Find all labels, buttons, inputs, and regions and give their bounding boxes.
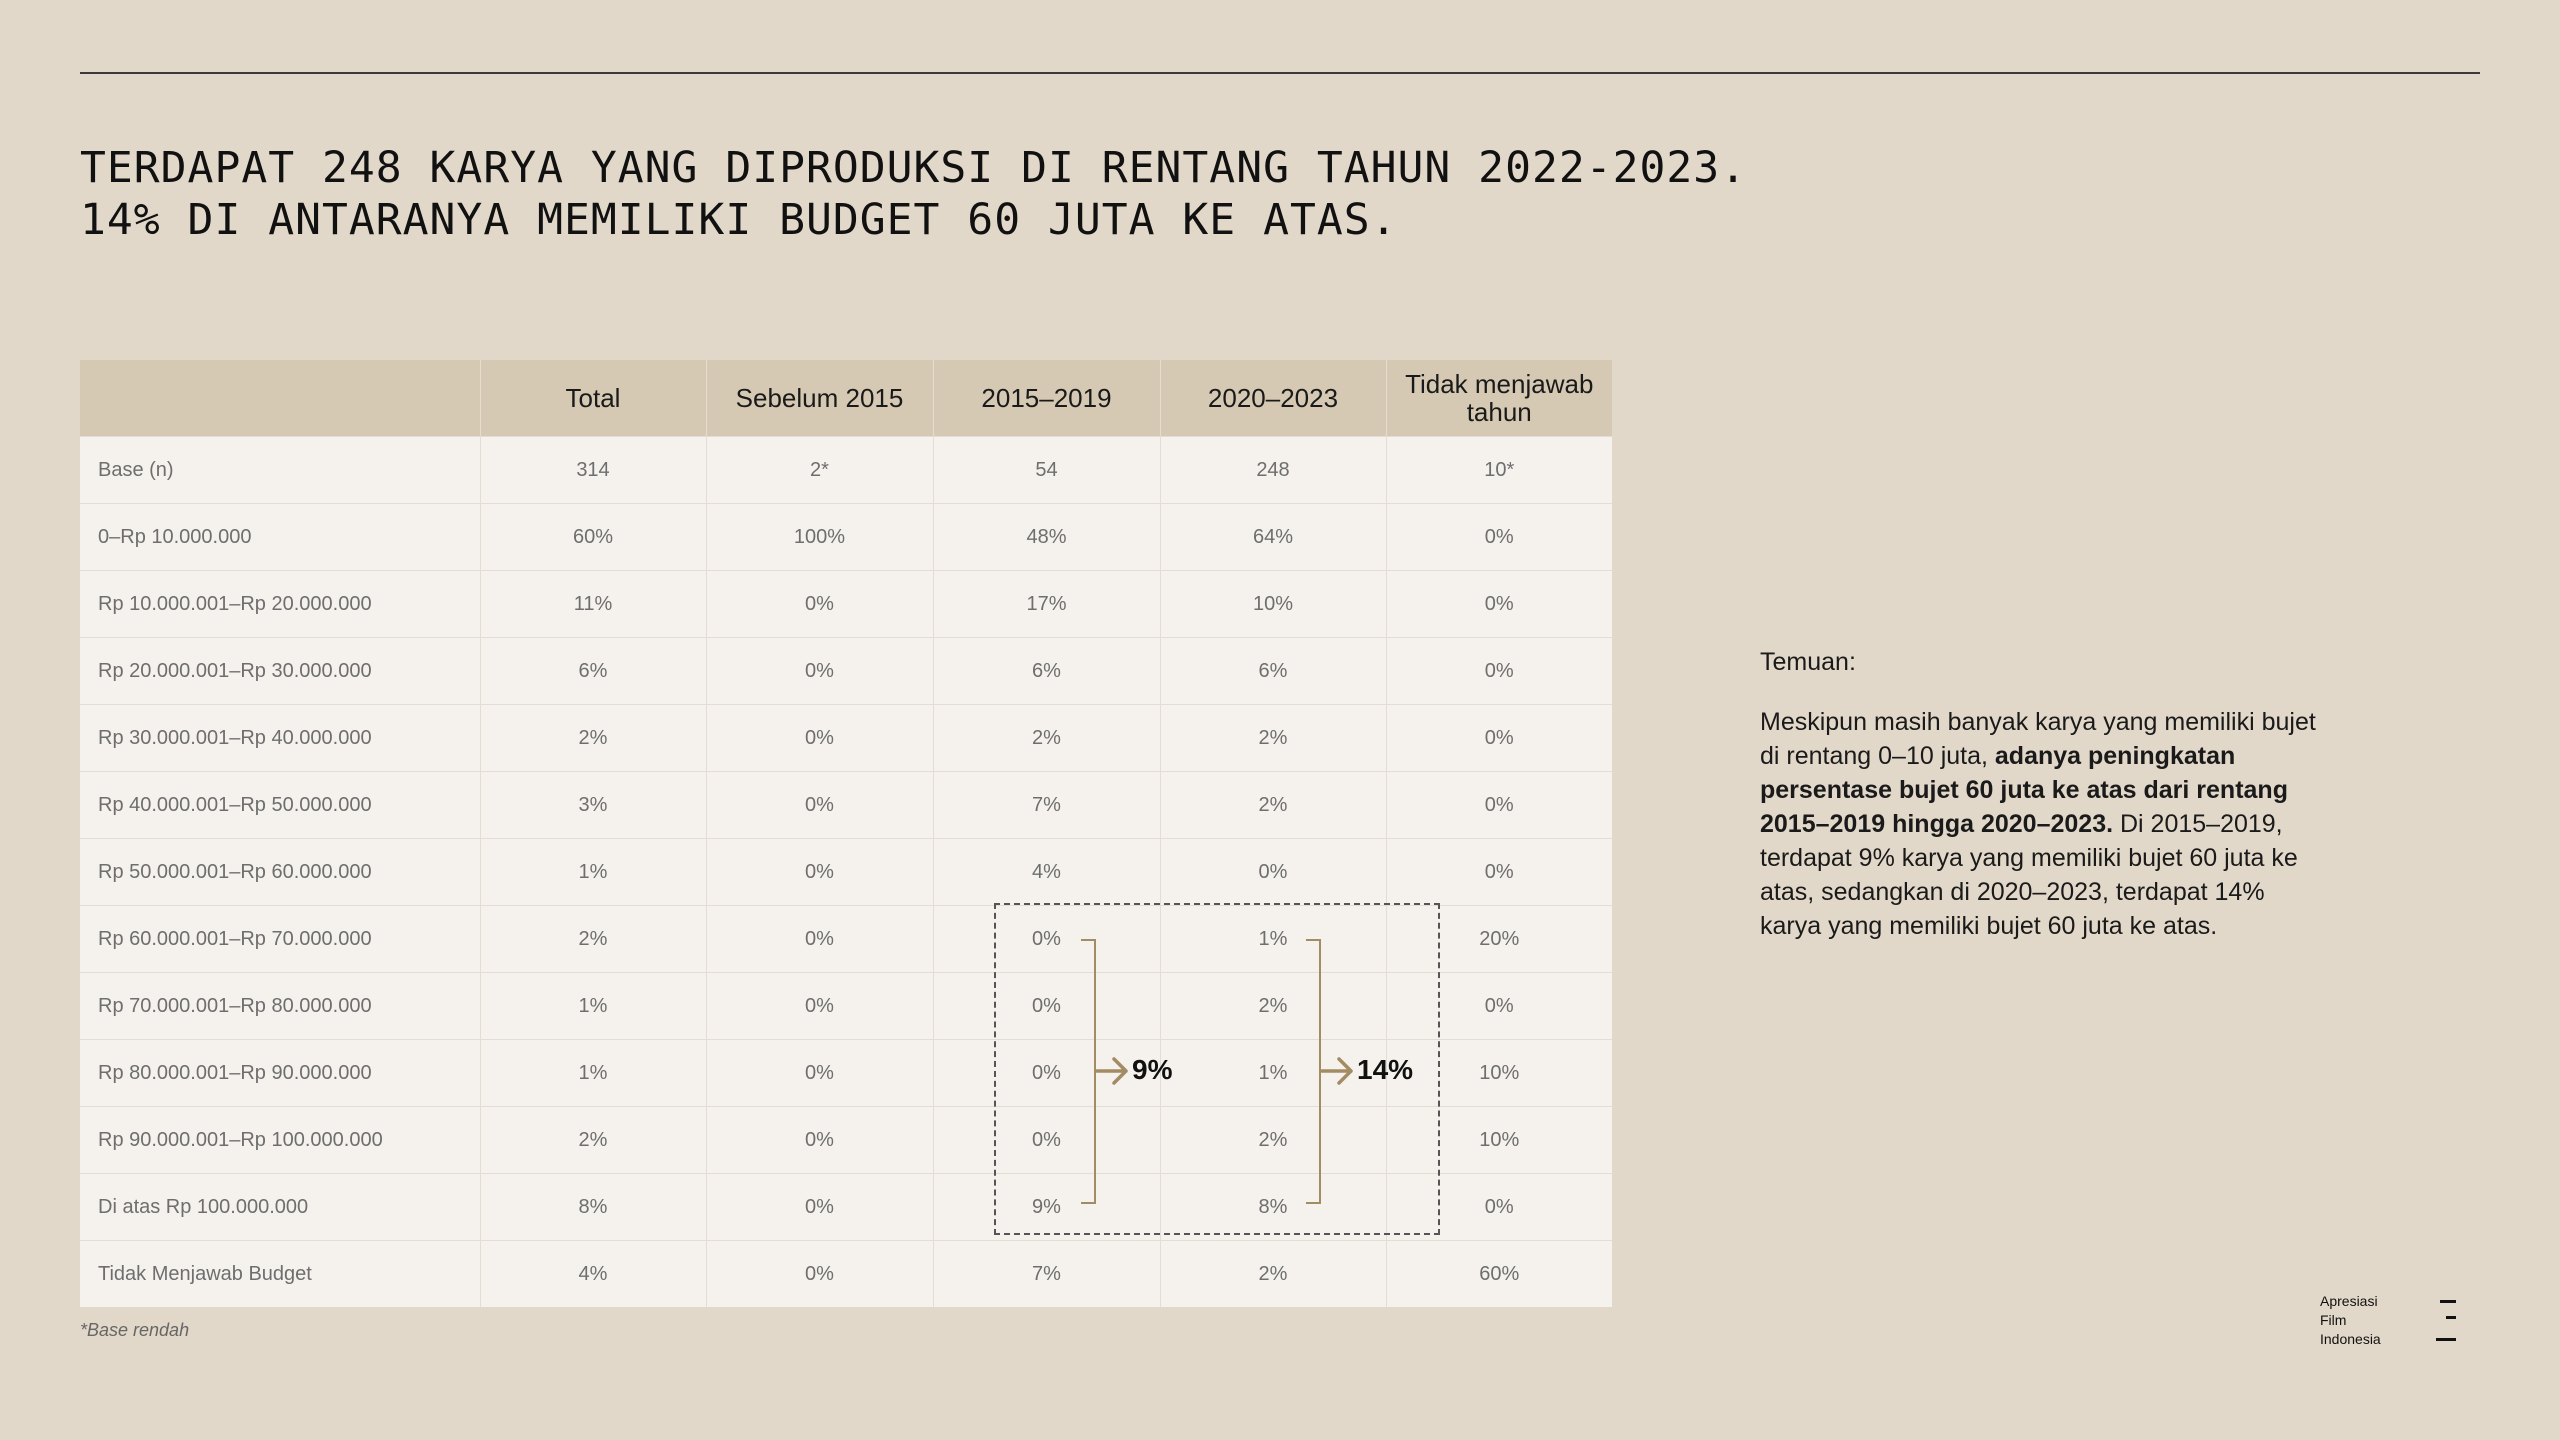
- row-label: Tidak Menjawab Budget: [80, 1241, 480, 1308]
- table-cell: 0%: [706, 571, 933, 638]
- table-cell: 0%: [706, 772, 933, 839]
- table-cell: 0%: [1386, 504, 1612, 571]
- table-cell: 6%: [480, 638, 706, 705]
- row-label: Rp 80.000.001–Rp 90.000.000: [80, 1040, 480, 1107]
- logo-line-3: Indonesia: [2320, 1331, 2381, 1347]
- table-cell: 0%: [1386, 839, 1612, 906]
- table-cell: 314: [480, 437, 706, 504]
- table-cell: 2%: [1160, 1241, 1386, 1308]
- row-label: Rp 60.000.001–Rp 70.000.000: [80, 906, 480, 973]
- table-cell: 48%: [933, 504, 1160, 571]
- table-cell: 64%: [1160, 504, 1386, 571]
- table-cell: 0%: [706, 1107, 933, 1174]
- row-label: Rp 30.000.001–Rp 40.000.000: [80, 705, 480, 772]
- findings-bold: adanya peningkatan persentase bujet 60 juta ke atas dari rentang 2015–2019 hingga 2020–2023.: [1760, 742, 2288, 838]
- table-cell: 4%: [480, 1241, 706, 1308]
- table-cell: 0%: [1386, 973, 1612, 1040]
- table-cell: 0%: [1160, 839, 1386, 906]
- table-cell: 4%: [933, 839, 1160, 906]
- table-cell: 2%: [480, 906, 706, 973]
- table-cell: 7%: [933, 1241, 1160, 1308]
- header-cell-total: Total: [480, 360, 706, 437]
- header-cell-2020-2023: 2020–2023: [1160, 360, 1386, 437]
- table-cell: 0%: [933, 906, 1160, 973]
- arrow-right-icon: [1097, 1059, 1126, 1083]
- table-cell: 10*: [1386, 437, 1612, 504]
- table-cell: 0%: [706, 973, 933, 1040]
- row-label: Rp 50.000.001–Rp 60.000.000: [80, 839, 480, 906]
- table-cell: 7%: [933, 772, 1160, 839]
- findings-title: Temuan:: [1760, 648, 1856, 676]
- table-cell: 0%: [706, 839, 933, 906]
- table-cell: 20%: [1386, 906, 1612, 973]
- sum-label-2015-2019: 9%: [1132, 1054, 1173, 1085]
- table-cell: 0%: [706, 1040, 933, 1107]
- table-cell: 0%: [1386, 638, 1612, 705]
- table-cell: 2%: [1160, 705, 1386, 772]
- table-cell: 2%: [1160, 973, 1386, 1040]
- table-cell: 0%: [1386, 571, 1612, 638]
- table-cell: 0%: [1386, 1174, 1612, 1241]
- table-cell: 9%: [933, 1174, 1160, 1241]
- table-cell: 10%: [1386, 1107, 1612, 1174]
- table-cell: 0%: [706, 1174, 933, 1241]
- table-cell: 1%: [480, 973, 706, 1040]
- arrow-right-icon: [1322, 1059, 1351, 1083]
- findings-panel: [1760, 645, 2320, 943]
- table-cell: 0%: [933, 973, 1160, 1040]
- table-cell: 2*: [706, 437, 933, 504]
- table-footnote: *Base rendah: [80, 1320, 190, 1340]
- table-cell: 0%: [933, 1107, 1160, 1174]
- table-cell: 1%: [1160, 1040, 1386, 1107]
- bracket-2020-2023: [1306, 940, 1320, 1203]
- row-label: Rp 10.000.001–Rp 20.000.000: [80, 571, 480, 638]
- table-cell: 1%: [480, 1040, 706, 1107]
- table-cell: 0%: [933, 1040, 1160, 1107]
- findings-text-2: Di 2015–2019, terdapat 9% karya yang memiliki bujet 60 juta ke atas, sedangkan di 2020–2023, terdapat 14% karya yang memiliki bujet 60 juta ke atas.: [1760, 810, 2298, 940]
- header-cell-no-year: Tidak menjawab tahun: [1386, 360, 1612, 437]
- table-cell: 2%: [933, 705, 1160, 772]
- row-label: Di atas Rp 100.000.000: [80, 1174, 480, 1241]
- table-cell: 0%: [706, 705, 933, 772]
- table-cell: 11%: [480, 571, 706, 638]
- table-cell: 0%: [706, 638, 933, 705]
- table-cell: 0%: [1386, 772, 1612, 839]
- table-cell: 1%: [480, 839, 706, 906]
- header-cell-before-2015: Sebelum 2015: [706, 360, 933, 437]
- table-cell: 6%: [933, 638, 1160, 705]
- table-cell: 3%: [480, 772, 706, 839]
- table-cell: 6%: [1160, 638, 1386, 705]
- table-cell: 0%: [706, 1241, 933, 1308]
- sum-label-2020-2023: 14%: [1357, 1054, 1414, 1085]
- table-cell: 8%: [480, 1174, 706, 1241]
- bracket-2015-2019: [1081, 940, 1095, 1203]
- findings-text-1: Meskipun masih banyak karya yang memiliki bujet di rentang 0–10 juta,: [1760, 708, 2316, 770]
- table-cell: 2%: [480, 1107, 706, 1174]
- table-cell: 2%: [1160, 1107, 1386, 1174]
- header-cell-2015-2019: 2015–2019: [933, 360, 1160, 437]
- logo-line-2: Film: [2320, 1312, 2347, 1328]
- table-cell: 2%: [1160, 772, 1386, 839]
- table-cell: 100%: [706, 504, 933, 571]
- table-cell: 17%: [933, 571, 1160, 638]
- row-label: 0–Rp 10.000.000: [80, 504, 480, 571]
- headline-line-1: TERDAPAT 248 KARYA YANG DIPRODUKSI DI RENTANG TAHUN 2022-2023.: [80, 143, 1748, 193]
- logo-line-1: Apresiasi: [2320, 1293, 2378, 1309]
- table-cell: 10%: [1160, 571, 1386, 638]
- row-label: Rp 40.000.001–Rp 50.000.000: [80, 772, 480, 839]
- table-cell: 60%: [1386, 1241, 1612, 1308]
- table-cell: 0%: [1386, 705, 1612, 772]
- findings-body: [1760, 705, 2320, 943]
- table-cell: 10%: [1386, 1040, 1612, 1107]
- row-label: Base (n): [80, 437, 480, 504]
- table-cell: 248: [1160, 437, 1386, 504]
- row-label: Rp 70.000.001–Rp 80.000.000: [80, 973, 480, 1040]
- menu-bars-icon: [2434, 1300, 2460, 1344]
- table-cell: 2%: [480, 705, 706, 772]
- brand-logo: [2320, 1292, 2381, 1349]
- table-cell: 1%: [1160, 906, 1386, 973]
- headline-line-2: 14% DI ANTARANYA MEMILIKI BUDGET 60 JUTA KE ATAS.: [80, 195, 1398, 245]
- table-cell: 0%: [706, 906, 933, 973]
- row-label: Rp 90.000.001–Rp 100.000.000: [80, 1107, 480, 1174]
- table-cell: 54: [933, 437, 1160, 504]
- table-cell: 8%: [1160, 1174, 1386, 1241]
- table-cell: 60%: [480, 504, 706, 571]
- row-label: Rp 20.000.001–Rp 30.000.000: [80, 638, 480, 705]
